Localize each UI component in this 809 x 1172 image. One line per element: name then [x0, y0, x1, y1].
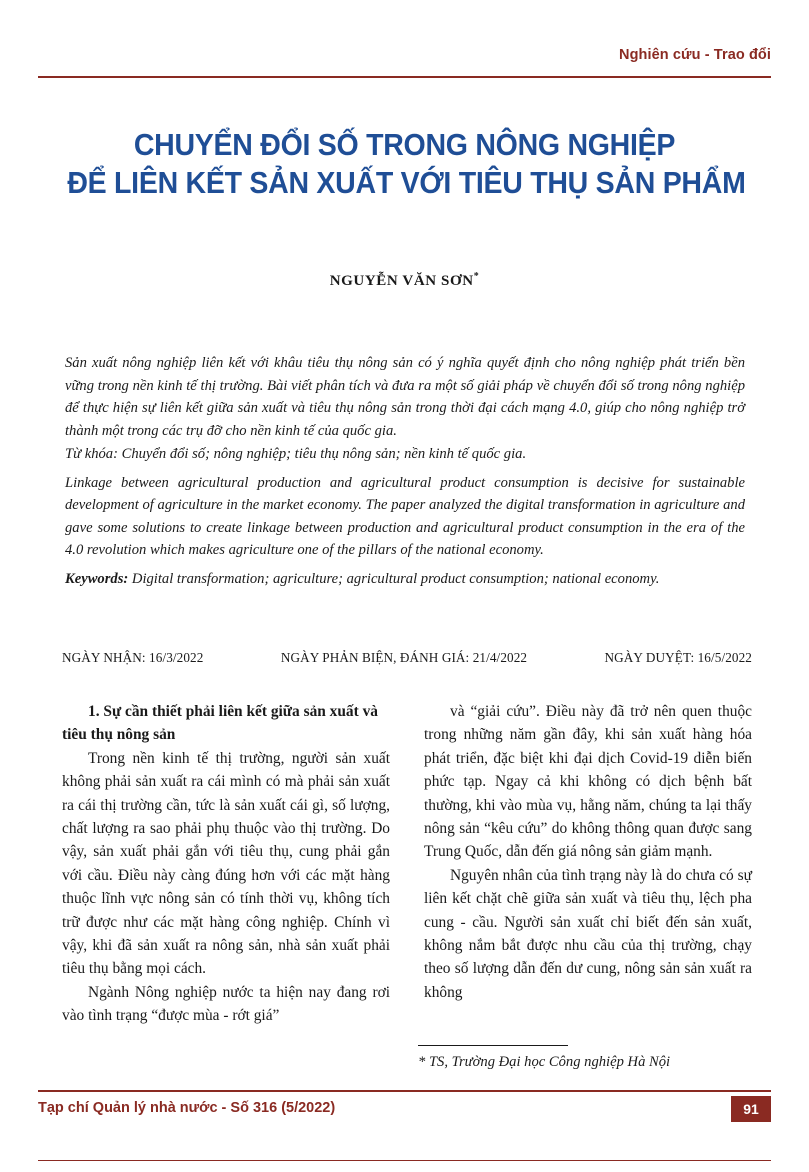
abstract-vietnamese: Sản xuất nông nghiệp liên kết với khâu tiêu thụ nông sản có ý nghĩa quyết định cho nông nghiệp phát triển bền vững trong nền kinh tế thị trường. Bài viết phân tích và đưa ra một số giải pháp về chuyển đổi số trong nông nghiệp để thực hiện sự liên kết giữa sản xuất và tiêu thụ nông sản trong thời đại cách mạng 4.0, giúp cho nông nghiệp trở thành một trong các trụ đỡ cho nền kinh tế của quốc gia. [65, 355, 745, 439]
abstract-english: Linkage between agricultural production and agricultural product consumption is decisive for sustainable development of agriculture in the market economy. The paper analyzed the digital transformation in agriculture and gave some solutions to create linkage between production and agricultural product consumption in the era of the 4.0 revolution which makes agriculture one of the pillars of the national economy. [65, 474, 745, 558]
keywords-english-value: Digital transformation; agriculture; agricultural product consumption; national economy. [128, 570, 660, 587]
publication-dates [62, 650, 752, 666]
keywords-vietnamese [65, 443, 745, 466]
paragraph-right-2: Nguyên nhân của tình trạng này là do chưa có sự liên kết chặt chẽ giữa sản xuất và tiêu thụ, lệch pha cung - cầu. Người sản xuất chỉ biết đến sản xuất, không nắm bắt được nhu cầu của thị trường, chạy theo số lượng dẫn đến dư cung, nông sản sản xuất ra không [424, 866, 752, 1001]
abstract-block [65, 352, 745, 591]
footnote-divider [418, 1045, 568, 1046]
author-name [38, 271, 771, 290]
page-number-badge: 91 [731, 1096, 771, 1122]
section-heading-1: 1. Sự cần thiết phải liên kết giữa sản xuất và tiêu thụ nông sản [62, 703, 378, 744]
article-title [38, 126, 771, 202]
header-divider [38, 76, 771, 78]
date-received: NGÀY NHẬN: 16/3/2022 [62, 650, 204, 665]
article-title-line-2: ĐỂ LIÊN KẾT SẢN XUẤT VỚI TIÊU THỤ SẢN PHẨM [67, 165, 746, 200]
author-affiliation-footnote: * TS, Trường Đại học Công nghiệp Hà Nội [418, 1054, 671, 1070]
journal-footer: Tạp chí Quản lý nhà nước - Số 316 (5/2022) [38, 1100, 336, 1116]
author-footnote-marker: * [473, 271, 480, 282]
section-label: Nghiên cứu - Trao đổi [619, 47, 771, 63]
article-title-line-1: CHUYỂN ĐỔI SỐ TRONG NÔNG NGHIỆP [133, 127, 676, 162]
page-header [38, 46, 771, 64]
keywords-vietnamese-label: Từ khóa: [65, 446, 118, 462]
keywords-english [65, 568, 745, 591]
body-columns [62, 700, 752, 1040]
author-name-text: NGUYỄN VĂN SƠN [329, 273, 474, 289]
footer-divider [38, 1090, 771, 1092]
body-column-right [424, 700, 752, 1040]
paragraph-right-1: và “giải cứu”. Điều này đã trở nên quen thuộc trong những năm gần đây, khi sản xuất hàng hóa phát triển, đặc biệt khi đại dịch Covid-19 diễn biến phức tạp. Ngay cả khi không có dịch bệnh bất thường, khi vào mùa vụ, hằng năm, chúng ta lại thấy nông sản “kêu cứu” do không thông quan được sang Trung Quốc, dẫn đến giá nông sản giảm mạnh. [424, 703, 752, 861]
paragraph-left-1: Trong nền kinh tế thị trường, người sản xuất không phải sản xuất ra cái mình có mà phải sản xuất ra cái thị trường cần, tức là sản xuất cái gì, số lượng, chất lượng ra sao phải phụ thuộc vào thị trường. Do vậy, sản xuất phải gắn với tiêu thụ, cung phải gắn với cầu. Điều này càng đúng hơn với các mặt hàng thuộc lĩnh vực nông sản có tính thời vụ, không tích trữ được như các mặt hàng công nghiệp. Chính vì vậy, khi đã sản xuất ra nông sản, nhà sản xuất phải tiêu thụ bằng mọi cách. [62, 749, 390, 978]
keywords-english-label: Keywords: [65, 570, 129, 587]
date-accepted: NGÀY DUYỆT: 16/5/2022 [604, 650, 752, 665]
body-column-left [62, 700, 390, 1040]
keywords-vietnamese-value: Chuyển đổi số; nông nghiệp; tiêu thụ nông sản; nền kinh tế quốc gia. [117, 446, 527, 462]
date-reviewed: NGÀY PHẢN BIỆN, ĐÁNH GIÁ: 21/4/2022 [280, 650, 528, 665]
paragraph-left-2: Ngành Nông nghiệp nước ta hiện nay đang rơi vào tình trạng “được mùa - rớt giá” [62, 983, 390, 1025]
bottom-divider [38, 1160, 771, 1161]
